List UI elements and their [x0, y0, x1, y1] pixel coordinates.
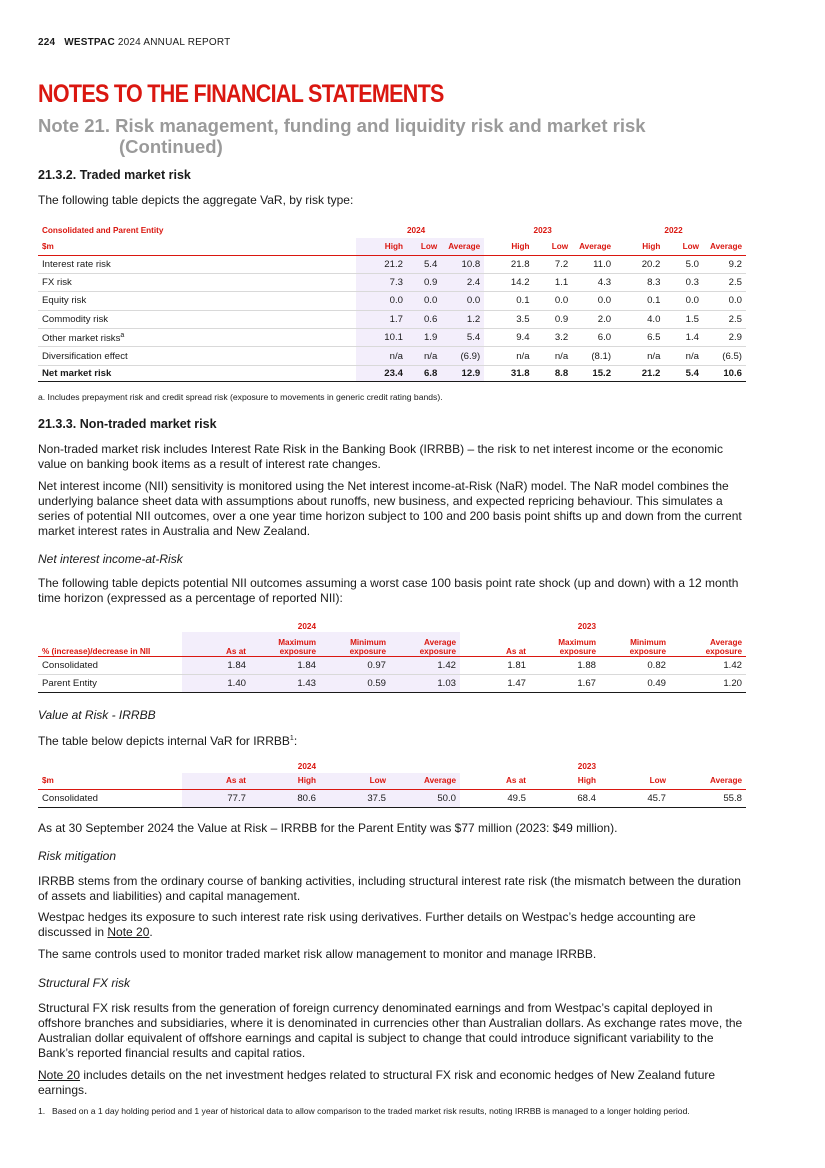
total-cell: 23.4: [356, 365, 407, 381]
table-cell: 0.49: [600, 674, 670, 692]
table-cell: 0.0: [356, 292, 407, 310]
table-cell: 10.8: [441, 255, 484, 273]
table-cell: 1.43: [250, 674, 320, 692]
nar-col-header: [182, 632, 250, 656]
structural-fx-p2: [38, 1068, 748, 1098]
table-cell: 1.42: [670, 656, 746, 674]
row-label: Consolidated: [38, 656, 182, 674]
nar-col-header-line1: Minimum: [630, 637, 666, 647]
row-label: Parent Entity: [38, 674, 182, 692]
col-header-2024-low: Low: [407, 238, 441, 255]
table-cell: 4.3: [572, 273, 615, 291]
risk-mitigation-heading: Risk mitigation: [38, 849, 117, 863]
nar-label: % (increase)/decrease in NII: [38, 632, 182, 656]
table-cell: 7.2: [534, 255, 573, 273]
table-cell: 0.59: [320, 674, 390, 692]
nar-col-header: [530, 632, 600, 656]
table-cell: 49.5: [460, 789, 530, 807]
non-traded-heading: 21.3.3. Non-traded market risk: [38, 417, 217, 431]
table-cell: 2.4: [441, 273, 484, 291]
col-header-2022-high: High: [615, 238, 664, 255]
note-20-link[interactable]: Note 20: [107, 925, 150, 939]
table-cell: 68.4: [530, 789, 600, 807]
table-cell: 1.2: [441, 310, 484, 328]
var-col-header: As at: [182, 773, 250, 789]
col-header-2023-high: High: [484, 238, 533, 255]
nar-col-header-line2: exposure: [705, 646, 742, 656]
table-entity-label: Consolidated and Parent Entity: [42, 225, 164, 235]
table-cell: 55.8: [670, 789, 746, 807]
table-row: [38, 292, 746, 310]
table-cell: 0.97: [320, 656, 390, 674]
var-col-header: Low: [320, 773, 390, 789]
table-cell: n/a: [664, 347, 703, 365]
table-cell: 45.7: [600, 789, 670, 807]
non-traded-p2: Net interest income (NII) sensitivity is monitored using the Net interest income-at-Risk (NaR) model. The NaR model combines the underlying balance sheet data with assumptions about runoffs, new business, and expected repricing behaviour. This simulates a series of potential NII outcomes, over a one year time horizon subject to 100 and 200 basis point shifts up and down from the current market interest rates in Australia and New Zealand.: [38, 479, 742, 538]
row-label: Equity risk: [38, 292, 356, 310]
col-header-2023-average: Average: [572, 238, 615, 255]
table-cell: 1.4: [664, 329, 703, 347]
nar-col-header: [600, 632, 670, 656]
var-col-header: Average: [670, 773, 746, 789]
nar-col-header: [460, 632, 530, 656]
note-title-line1: Note 21. Risk management, funding and liquidity risk and market risk: [38, 115, 646, 136]
nar-col-header-line2: exposure: [279, 646, 316, 656]
table-row: [38, 347, 746, 365]
table-cell: 0.1: [484, 292, 533, 310]
table-cell: n/a: [484, 347, 533, 365]
table-cell: 21.2: [356, 255, 407, 273]
nar-col-header: [390, 632, 460, 656]
total-label: Net market risk: [38, 365, 356, 381]
table-cell: 9.2: [703, 255, 746, 273]
table-cell: 5.0: [664, 255, 703, 273]
irrbb-var-table: [38, 759, 746, 808]
table-cell: (8.1): [572, 347, 615, 365]
row-label: FX risk: [38, 273, 356, 291]
table-cell: 0.9: [534, 310, 573, 328]
report-name: 2024 ANNUAL REPORT: [117, 37, 231, 48]
nar-col-header-line2: exposure: [629, 646, 666, 656]
table-cell: 0.9: [407, 273, 441, 291]
var-col-header: High: [530, 773, 600, 789]
table-cell: 11.0: [572, 255, 615, 273]
var-intro-sup: 1: [289, 735, 294, 742]
structural-fx-heading: Structural FX risk: [38, 976, 131, 990]
traded-var-table: [38, 222, 746, 382]
traded-intro: The following table depicts the aggregate VaR, by risk type:: [38, 193, 354, 207]
table-row: [38, 255, 746, 273]
table-cell: 10.1: [356, 329, 407, 347]
nar-col-header: [320, 632, 390, 656]
var-col-header: High: [250, 773, 320, 789]
table-cell: 2.5: [703, 310, 746, 328]
table-cell: 3.2: [534, 329, 573, 347]
col-header-2024-average: Average: [441, 238, 484, 255]
total-cell: 12.9: [441, 365, 484, 381]
table-cell: 1.40: [182, 674, 250, 692]
table-row: [38, 273, 746, 291]
note-title-line2: (Continued): [119, 136, 223, 157]
footnote-number: 1.: [38, 1106, 46, 1116]
table-cell: 0.82: [600, 656, 670, 674]
risk-mitigation-p2: [38, 910, 748, 940]
table-cell: 1.84: [182, 656, 250, 674]
section-title: NOTES TO THE FINANCIAL STATEMENTS: [38, 80, 444, 108]
var-intro-text: The table below depicts internal VaR for IRRBB: [38, 734, 290, 748]
table-cell: 1.67: [530, 674, 600, 692]
table-cell: n/a: [407, 347, 441, 365]
nar-year-2023: 2023: [577, 621, 596, 631]
nar-col-header-line1: As at: [225, 646, 246, 656]
table-cell: 50.0: [390, 789, 460, 807]
table-cell: 0.0: [572, 292, 615, 310]
risk-mitigation-p3: The same controls used to monitor traded market risk allow management to monitor and manage IRRBB.: [38, 947, 597, 961]
nar-col-header-line1: Average: [709, 637, 742, 647]
table-cell: n/a: [356, 347, 407, 365]
total-cell: 21.2: [615, 365, 664, 381]
var-intro: [38, 731, 748, 749]
table-cell: 3.5: [484, 310, 533, 328]
nar-col-header-line1: Maximum: [278, 637, 316, 647]
table-cell: 2.0: [572, 310, 615, 328]
nar-col-header: [670, 632, 746, 656]
total-cell: 15.2: [572, 365, 615, 381]
table-cell: 37.5: [320, 789, 390, 807]
table-cell: 1.84: [250, 656, 320, 674]
table-cell: 77.7: [182, 789, 250, 807]
table-row: [38, 329, 746, 347]
var-intro-end: :: [293, 734, 298, 748]
hedge-text: Westpac hedges its exposure to such interest rate risk using derivatives. Further details on Westpac’s hedge accounting are discussed in: [38, 910, 696, 939]
footnote-text: Based on a 1 day holding period and 1 year of historical data to allow comparison to the traded market risk results, noting IRRBB is managed to a longer holding period.: [52, 1106, 690, 1116]
note-20-link-2[interactable]: Note 20: [38, 1068, 81, 1082]
table-cell: n/a: [615, 347, 664, 365]
table-cell: 14.2: [484, 273, 533, 291]
table-cell: 1.20: [670, 674, 746, 692]
row-label: Commodity risk: [38, 310, 356, 328]
table-cell: 0.1: [615, 292, 664, 310]
table-cell: 80.6: [250, 789, 320, 807]
table-row: [38, 310, 746, 328]
irrbb-footnote: [38, 1106, 748, 1117]
table-cell: 1.88: [530, 656, 600, 674]
unit-label: $m: [38, 238, 356, 255]
structural-fx-p1: Structural FX risk results from the generation of foreign currency denominated earnings and from Westpac’s capital deployed in offshore branches and subsidiaries, where it is denominated in currencies other than Australian dollars. As exchange rates move, the Australian dollar equivalent of offshore earnings and capital is subject to change that could introduce significant variability to the Bank’s reported financial results and capital ratios.: [38, 1001, 743, 1060]
page-number: 224: [38, 37, 56, 48]
nar-heading: Net interest income-at-Risk: [38, 552, 183, 566]
var-col-header: Low: [600, 773, 670, 789]
table-cell: 1.03: [390, 674, 460, 692]
table-cell: 20.2: [615, 255, 664, 273]
table-cell: 0.0: [534, 292, 573, 310]
net-investment-hedge-text: includes details on the net investment hedges related to structural FX risk and economic hedges of New Zealand future earnings.: [38, 1068, 716, 1097]
total-cell: 5.4: [664, 365, 703, 381]
table-cell: 0.6: [407, 310, 441, 328]
table-cell: 5.4: [407, 255, 441, 273]
col-header-2023-low: Low: [534, 238, 573, 255]
table-cell: 1.9: [407, 329, 441, 347]
total-cell: 10.6: [703, 365, 746, 381]
table-cell: 1.81: [460, 656, 530, 674]
traded-market-risk-heading: 21.3.2. Traded market risk: [38, 168, 191, 182]
col-header-2022-low: Low: [664, 238, 703, 255]
row-label: Other market risks$^a$: [38, 329, 356, 347]
table-cell: 1.7: [356, 310, 407, 328]
table-row: [38, 656, 746, 674]
nar-col-header-line1: Average: [423, 637, 456, 647]
table-cell: (6.9): [441, 347, 484, 365]
nar-col-header: [250, 632, 320, 656]
nar-col-header-line2: exposure: [419, 646, 456, 656]
col-header-2024-high: High: [356, 238, 407, 255]
table-cell: 2.9: [703, 329, 746, 347]
table-cell: 1.47: [460, 674, 530, 692]
non-traded-p1: Non-traded market risk includes Interest Rate Risk in the Banking Book (IRRBB) – the risk to net interest income or the economic value on banking book items as a result of interest rate changes.: [38, 442, 723, 471]
note-title: [38, 115, 758, 157]
var-col-header: Average: [390, 773, 460, 789]
risk-mitigation-p1: IRRBB stems from the ordinary course of banking activities, including structural interest rate risk (the mismatch between the duration of assets and liabilities) and capital management.: [38, 874, 741, 903]
brand-name: WESTPAC: [64, 37, 115, 48]
nar-col-header-line2: exposure: [349, 646, 386, 656]
year-2023-header: 2023: [533, 225, 552, 235]
nar-col-header-line1: Minimum: [350, 637, 386, 647]
nar-intro: The following table depicts potential NII outcomes assuming a worst case 100 basis point rate shock (up and down) with a 12 month time horizon (expressed as a percentage of reported NII):: [38, 576, 739, 605]
hedge-text-end: .: [149, 925, 153, 939]
table-cell: 1.1: [534, 273, 573, 291]
col-header-2022-average: Average: [703, 238, 746, 255]
table-cell: 4.0: [615, 310, 664, 328]
table-cell: 2.5: [703, 273, 746, 291]
year-2024-header: 2024: [406, 225, 426, 235]
var-unit: $m: [38, 773, 182, 789]
year-2022-header: 2022: [664, 225, 683, 235]
total-cell: 6.8: [407, 365, 441, 381]
irrbb-parent-text: As at 30 September 2024 the Value at Risk – IRRBB for the Parent Entity was $77 million (2023: $49 million).: [38, 821, 618, 835]
table-cell: 0.0: [441, 292, 484, 310]
table-row: [38, 674, 746, 692]
var-col-header: As at: [460, 773, 530, 789]
table-cell: n/a: [534, 347, 573, 365]
table-cell: 6.5: [615, 329, 664, 347]
table-row: [38, 789, 746, 807]
row-label: Diversification effect: [38, 347, 356, 365]
var-heading: Value at Risk - IRRBB: [38, 708, 156, 722]
table-cell: 0.3: [664, 273, 703, 291]
table-cell: 0.0: [664, 292, 703, 310]
table-cell: (6.5): [703, 347, 746, 365]
table-cell: 9.4: [484, 329, 533, 347]
table-cell: 21.8: [484, 255, 533, 273]
nar-year-2024: 2024: [297, 621, 316, 631]
var-year-2023: 2023: [577, 761, 596, 771]
table-cell: 8.3: [615, 273, 664, 291]
table-cell: 0.0: [703, 292, 746, 310]
var-year-2024: 2024: [297, 761, 316, 771]
row-label: Interest rate risk: [38, 255, 356, 273]
table-cell: 0.0: [407, 292, 441, 310]
table-cell: 1.42: [390, 656, 460, 674]
traded-footnote: a. Includes prepayment risk and credit spread risk (exposure to movements in generic credit rating bands).: [38, 392, 443, 402]
row-label-sup: a: [120, 331, 125, 339]
table-cell: 5.4: [441, 329, 484, 347]
nar-col-header-line2: exposure: [559, 646, 596, 656]
table-cell: 1.5: [664, 310, 703, 328]
nar-col-header-line1: Maximum: [558, 637, 596, 647]
total-cell: 8.8: [534, 365, 573, 381]
nar-col-header-line1: As at: [505, 646, 526, 656]
total-row: [38, 365, 746, 381]
row-label: Consolidated: [38, 789, 182, 807]
table-cell: 6.0: [572, 329, 615, 347]
nar-table: [38, 620, 746, 693]
page-header: [38, 37, 230, 48]
total-cell: 31.8: [484, 365, 533, 381]
table-cell: 7.3: [356, 273, 407, 291]
